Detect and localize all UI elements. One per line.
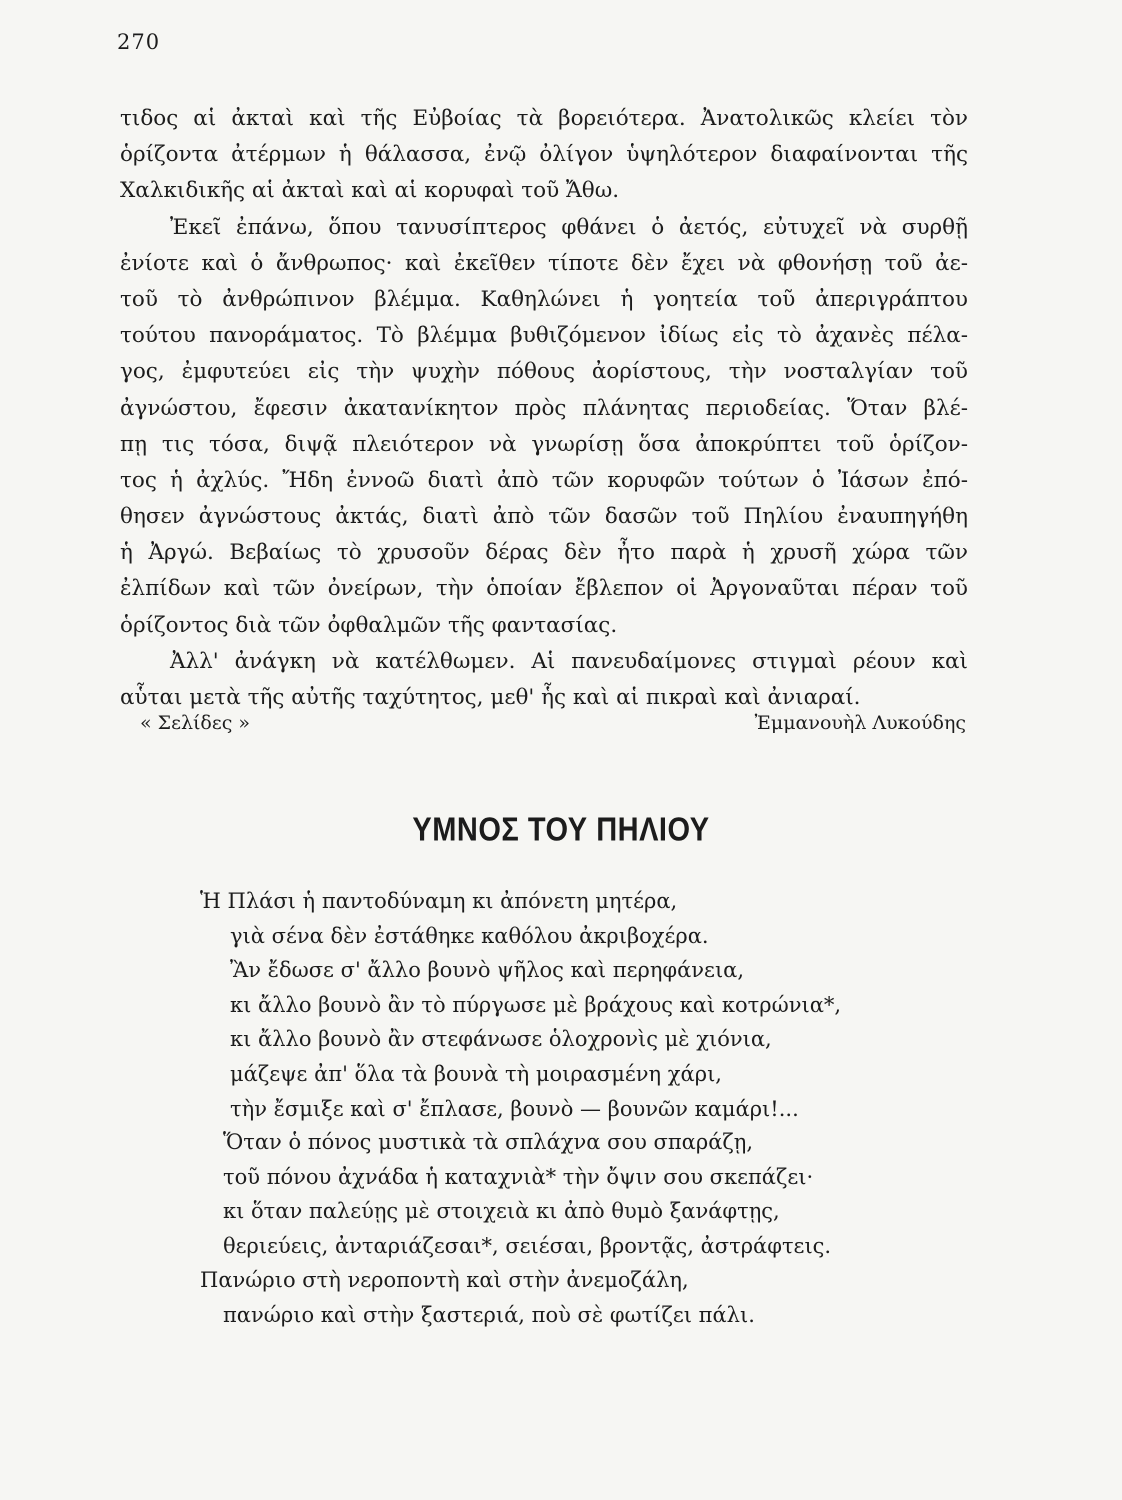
prose-line: Χαλκιδικῆς αἱ ἀκταὶ καὶ αἱ κορυφαὶ τοῦ Ἄθω. [120,178,620,204]
poem-stanza-1 [200,884,960,1126]
prose-line: θησεν ἀγνώστους ἀκτάς, διατὶ ἀπὸ τῶν δασῶν τοῦ Πηλίου ἐναυπηγήθη [120,504,968,530]
poem-verse: γιὰ σένα δὲν ἐστάθηκε καθόλου ἀκριβοχέρα. [230,923,709,948]
prose-line: ὁρίζοντα ἀτέρμων ἡ θάλασσα, ἐνῷ ὀλίγον ὑψηλότερον διαφαίνονται τῆς [120,142,968,168]
poem-verse: θεριεύεις, ἀνταριάζεσαι*, σειέσαι, βροντᾷς, ἀστράφτεις. [223,1233,832,1258]
prose-line: Ἀλλ' ἀνάγκη νὰ κατέλθωμεν. Αἱ πανευδαίμονες στιγμαὶ ρέουν καὶ [170,648,968,674]
prose-line: ἐνίοτε καὶ ὁ ἄνθρωπος· καὶ ἐκεῖθεν τίποτε δὲν ἔχει νὰ φθονήσῃ τοῦ ἀε- [120,250,968,276]
prose-line: ἀγνώστου, ἔφεσιν ἀκατανίκητον πρὸς πλάνητας περιοδείας. Ὅταν βλέ- [120,395,968,421]
prose-line: τοῦ τὸ ἀνθρώπινον βλέμμα. Καθηλώνει ἡ γοητεία τοῦ ἀπεριγράπτου [120,286,968,312]
poem-verse: τὴν ἔσμιξε καὶ σ' ἔπλασε, βουνὸ — βουνῶν καμάρι!... [230,1096,799,1121]
prose-line: τιδος αἱ ἀκταὶ καὶ τῆς Εὐβοίας τὰ βορειότερα. Ἀνατολικῶς κλείει τὸν [120,106,968,131]
poem-verse: Πανώριο στὴ νεροποντὴ καὶ στὴν ἀνεμοζάλη, [200,1268,689,1293]
poem-verse: Ἂν ἔδωσε σ' ἄλλο βουνὸ ψῆλος καὶ περηφάνεια, [230,958,745,983]
poem-verse: μάζεψε ἀπ' ὅλα τὰ βουνὰ τὴ μοιρασμένη χάρι, [230,1061,722,1086]
prose-line: ὁρίζοντος διὰ τῶν ὀφθαλμῶν τῆς φαντασίας. [120,612,618,638]
poem-verse: κι ἄλλο βουνὸ ἂν τὸ πύργωσε μὲ βράχους καὶ κοτρώνια*, [230,992,842,1017]
prose-line: τος ἡ ἀχλύς. Ἤδη ἐννοῶ διατὶ ἀπὸ τῶν κορυφῶν τούτων ὁ Ἰάσων ἐπό- [120,467,968,493]
prose-line: Ἐκεῖ ἐπάνω, ὅπου τανυσίπτερος φθάνει ὁ ἀετός, εὐτυχεῖ νὰ συρθῇ [170,214,968,240]
prose-line: τούτου πανοράματος. Τὸ βλέμμα βυθιζόμενον ἰδίως εἰς τὸ ἀχανὲς πέλα- [120,323,968,349]
prose-text [120,101,968,716]
poem-verse: κι ἄλλο βουνὸ ἂν στεφάνωσε ὁλοχρονὶς μὲ χιόνια, [230,1027,772,1052]
poem-stanza-2 [200,1125,960,1333]
poem-verse: πανώριο καὶ στὴν ξαστεριά, ποὺ σὲ φωτίζει πάλι. [223,1302,755,1327]
attribution [140,712,966,734]
prose-line: ἡ Ἀργώ. Βεβαίως τὸ χρυσοῦν δέρας δὲν ἦτο παρὰ ἡ χρυσῆ χώρα τῶν [120,540,968,566]
prose-line: αὗται μετὰ τῆς αὐτῆς ταχύτητος, μεθ' ἧς καὶ αἱ πικραὶ καὶ ἀνιαραί. [120,685,861,710]
poem-verse: Ὅταν ὁ πόνος μυστικὰ τὰ σπλάχνα σου σπαράζῃ, [223,1130,754,1154]
prose-line: πῃ τις τόσα, διψᾷ πλειότερον νὰ γνωρίσῃ ὅσα ἀποκρύπτει τοῦ ὁρίζον- [120,431,968,457]
prose-line: γος, ἐμφυτεύει εἰς τὴν ψυχὴν πόθους ἀορίστους, τὴν νοσταλγίαν τοῦ [120,359,968,385]
attribution-author: Ἐμμανουὴλ Λυκούδης [754,712,966,734]
poem-verse: Ἡ Πλάσι ἡ παντοδύναμη κι ἀπόνετη μητέρα, [200,889,678,913]
poem-verse: τοῦ πόνου ἀχνάδα ἡ καταχνιὰ* τὴν ὄψιν σου σκεπάζει· [223,1164,814,1189]
prose-line: ἐλπίδων καὶ τῶν ὀνείρων, τὴν ὁποίαν ἔβλεπον οἱ Ἀργοναῦται πέραν τοῦ [120,576,968,602]
poem-verse: κι ὅταν παλεύῃς μὲ στοιχειὰ κι ἀπὸ θυμὸ ξανάφτῃς, [223,1199,780,1224]
attribution-source: « Σελίδες » [140,712,251,734]
poem-title: ΥΜΝΟΣ ΤΟΥ ΠΗΛΙΟΥ [412,811,710,849]
page-number: 270 [117,30,161,54]
